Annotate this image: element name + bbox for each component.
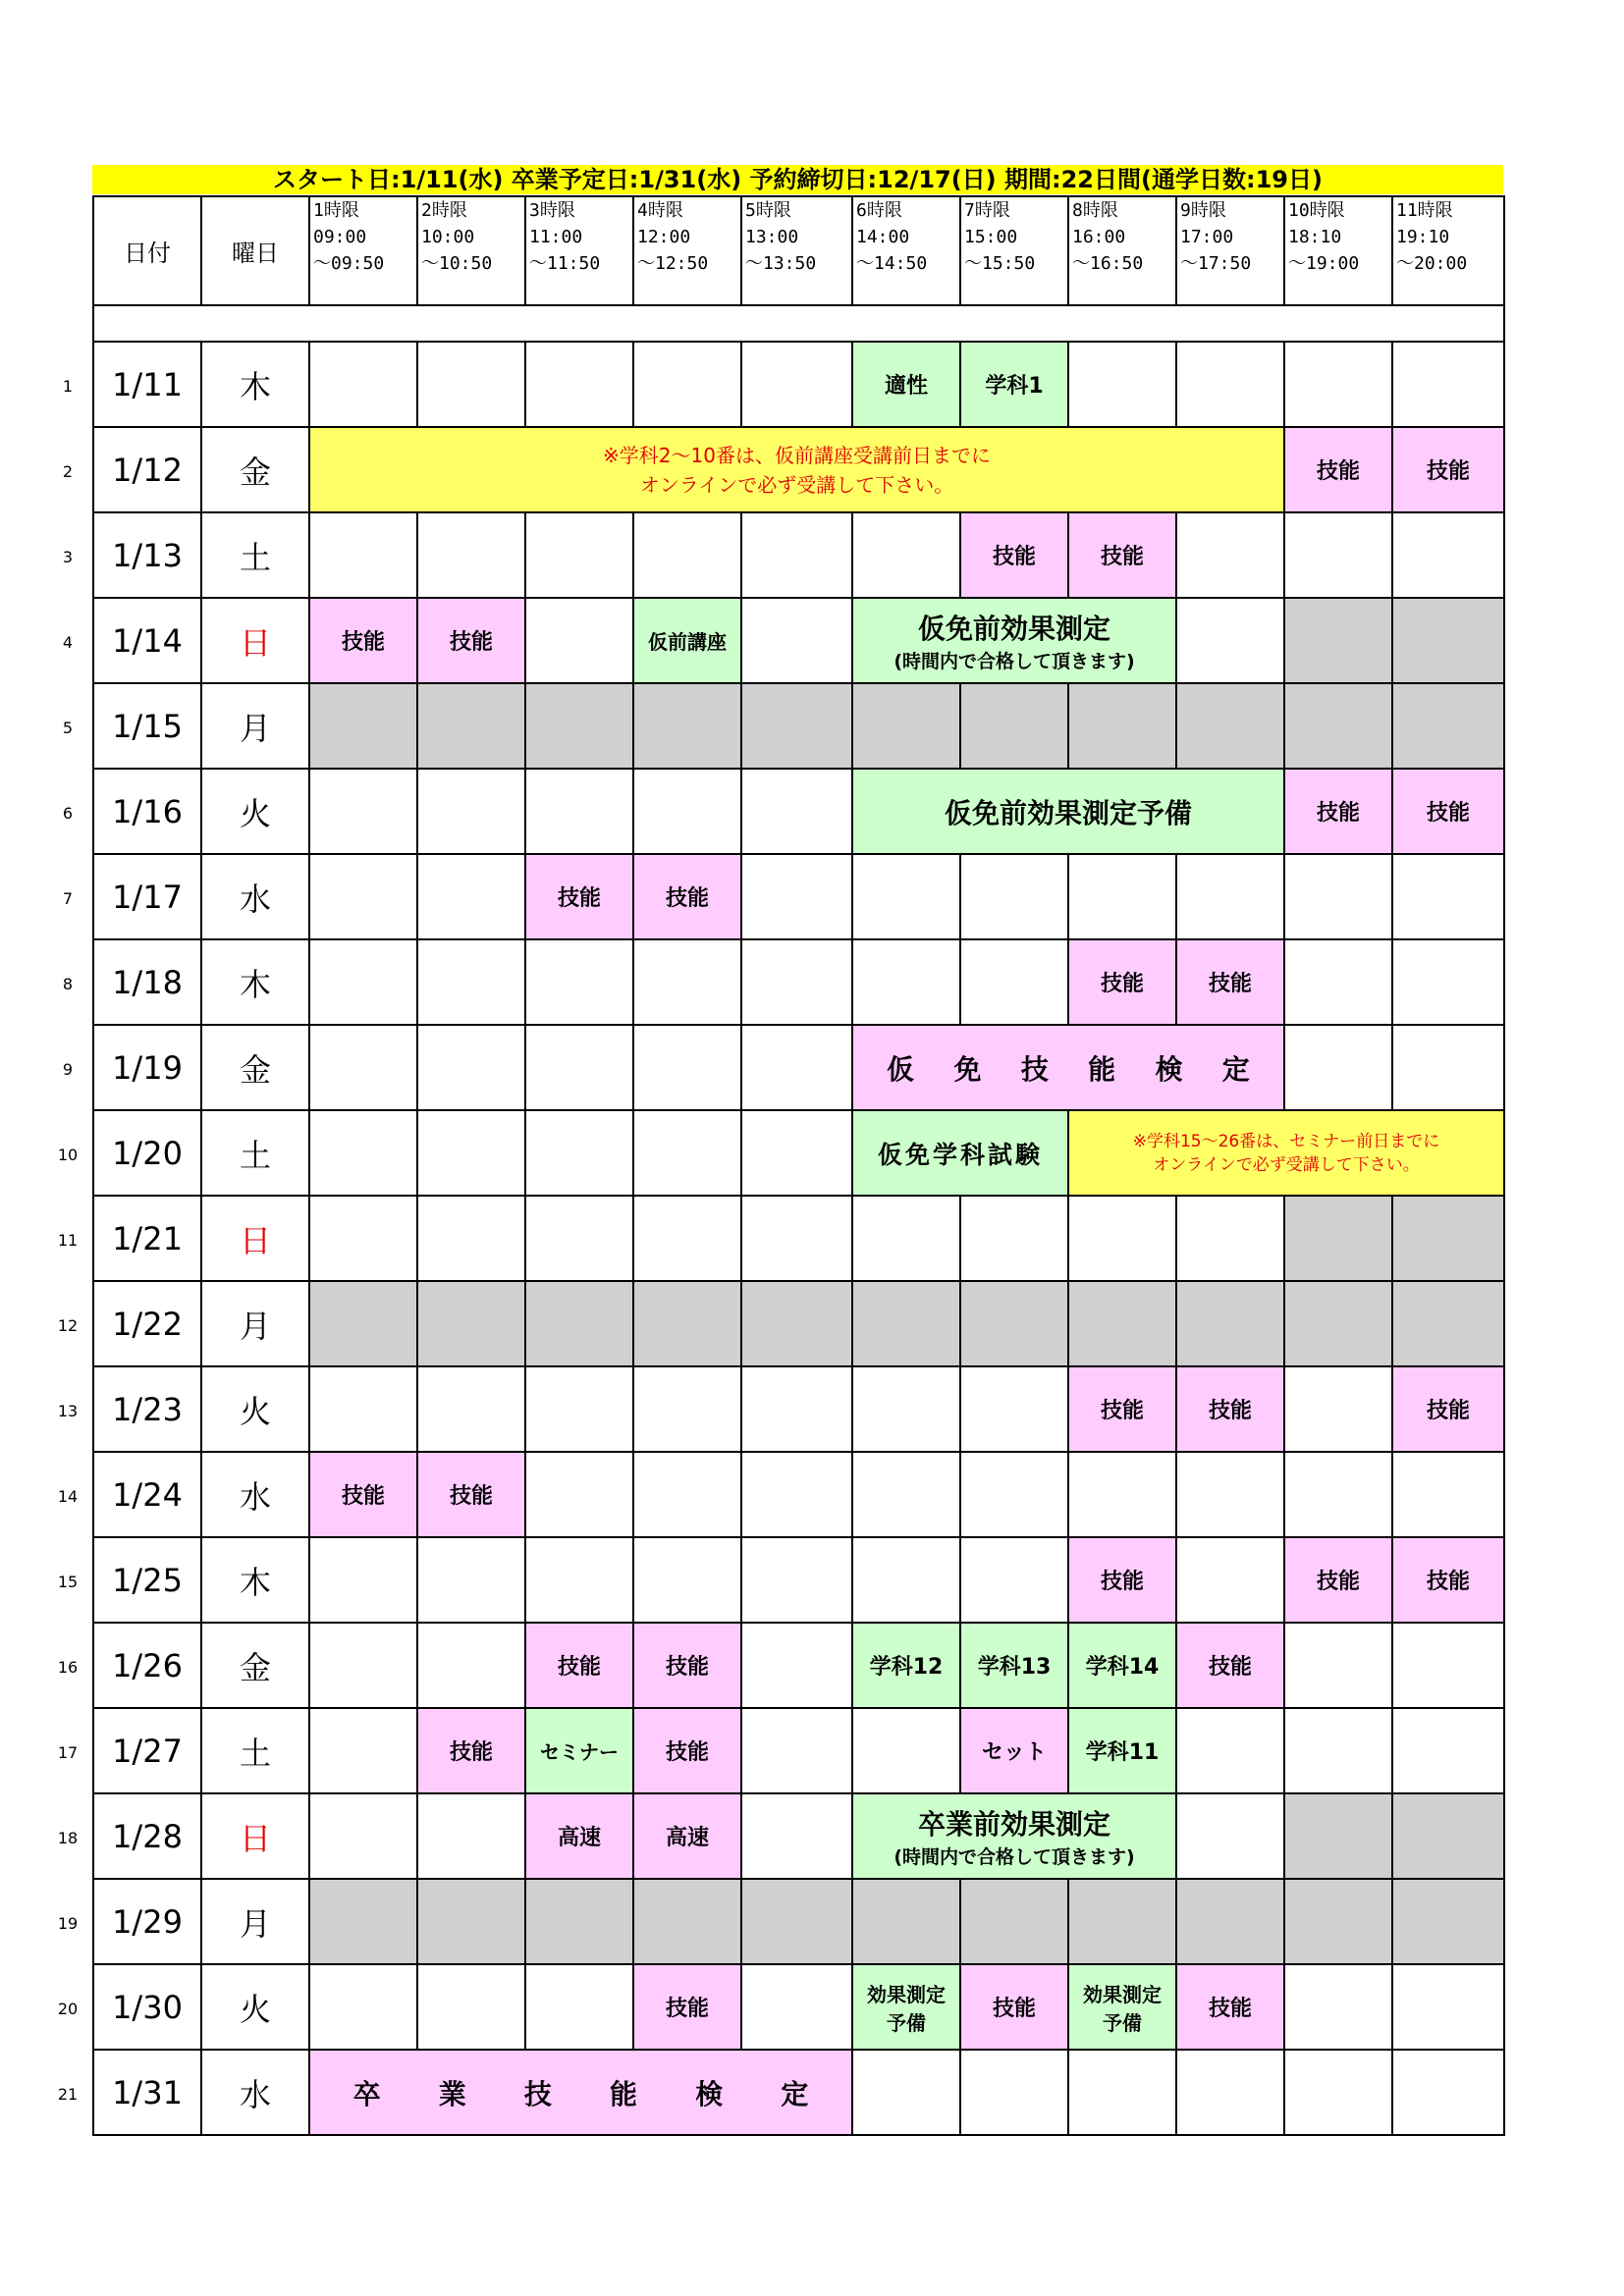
dow-cell: 水: [201, 2050, 309, 2135]
row-number: 3: [62, 548, 74, 566]
day-row: [93, 427, 1504, 512]
date-cell: 1/28: [93, 1793, 201, 1879]
period-header: 3時限 11:00 ～11:50: [525, 196, 633, 305]
provisional-skill-exam: 仮 免 技 能 検 定: [852, 1025, 1284, 1110]
date-cell: 1/26: [93, 1623, 201, 1708]
provisional-effect-test-reserve: 仮免前効果測定予備: [852, 769, 1284, 854]
date-cell: 1/30: [93, 1964, 201, 2050]
slot-skill: 技能: [960, 512, 1068, 598]
dow-cell: 月: [201, 683, 309, 769]
slot-skill: 技能: [1392, 769, 1504, 854]
online-notice: ※学科15～26番は、セミナー前日までに オンラインで必ず受講して下さい。: [1068, 1110, 1504, 1196]
provisional-effect-test: 仮免前効果測定 (時間内で合格して頂きます): [852, 598, 1176, 683]
slot-skill: 技能: [417, 1708, 525, 1793]
date-cell: 1/16: [93, 769, 201, 854]
row-number: 12: [57, 1316, 79, 1335]
slot-skill: 技能: [960, 1964, 1068, 2050]
date-cell: 1/19: [93, 1025, 201, 1110]
dow-cell: 火: [201, 1366, 309, 1452]
dow-cell: 木: [201, 1537, 309, 1623]
row-number: 6: [62, 804, 74, 823]
row-number: 1: [62, 377, 74, 396]
period-header: 8時限 16:00 ～16:50: [1068, 196, 1176, 305]
schedule-banner: スタート日:1/11(水) 卒業予定日:1/31(水) 予約締切日:12/17(日) 期間:22日間(通学日数:19日): [92, 165, 1503, 194]
day-row: [93, 512, 1504, 598]
slot-pre-lecture: 仮前講座: [633, 598, 741, 683]
date-cell: 1/20: [93, 1110, 201, 1196]
day-row: [93, 1879, 1504, 1964]
slot-aptitude: 適性: [852, 342, 960, 427]
period-header: 1時限 09:00 ～09:50: [309, 196, 417, 305]
slot-skill: 技能: [633, 1708, 741, 1793]
slot-set: セット: [960, 1708, 1068, 1793]
day-row: [93, 1708, 1504, 1793]
slot-skill: 技能: [633, 854, 741, 939]
period-header: 6時限 14:00 ～14:50: [852, 196, 960, 305]
day-row: [93, 854, 1504, 939]
slot-skill: 技能: [633, 1623, 741, 1708]
day-row: [93, 1281, 1504, 1366]
day-row: [93, 1196, 1504, 1281]
slot-lecture: 学科1: [960, 342, 1068, 427]
row-number: 4: [62, 633, 74, 652]
spacer-row: [93, 305, 1504, 342]
date-cell: 1/29: [93, 1879, 201, 1964]
slot-effect-test-reserve: 効果測定 予備: [852, 1964, 960, 2050]
slot-skill: 技能: [1068, 939, 1176, 1025]
slot-lecture: 学科12: [852, 1623, 960, 1708]
dow-cell: 木: [201, 939, 309, 1025]
graduation-effect-test: 卒業前効果測定 (時間内で合格して頂きます): [852, 1793, 1176, 1879]
slot-skill: 技能: [633, 1964, 741, 2050]
row-number: 7: [62, 889, 74, 908]
dow-cell: 日: [201, 1196, 309, 1281]
slot-skill: 技能: [417, 598, 525, 683]
slot-skill: 技能: [1284, 769, 1392, 854]
row-number: 15: [57, 1573, 79, 1591]
dow-cell: 土: [201, 1110, 309, 1196]
date-cell: 1/24: [93, 1452, 201, 1537]
day-row: [93, 939, 1504, 1025]
row-number: 2: [62, 462, 74, 481]
schedule-table: [92, 195, 1505, 2136]
dow-cell: 火: [201, 769, 309, 854]
dow-cell: 水: [201, 854, 309, 939]
dow-cell: 水: [201, 1452, 309, 1537]
date-cell: 1/22: [93, 1281, 201, 1366]
row-number: 5: [62, 719, 74, 737]
day-row: [93, 1110, 1504, 1196]
slot-skill: 技能: [1284, 1537, 1392, 1623]
day-row: [93, 769, 1504, 854]
dow-cell: 日: [201, 598, 309, 683]
period-header: 10時限 18:10 ～19:00: [1284, 196, 1392, 305]
slot-lecture: 学科13: [960, 1623, 1068, 1708]
date-header: 日付: [93, 196, 201, 305]
row-number: 10: [57, 1146, 79, 1164]
slot-skill: 技能: [1392, 1537, 1504, 1623]
date-cell: 1/14: [93, 598, 201, 683]
date-cell: 1/11: [93, 342, 201, 427]
period-header: 9時限 17:00 ～17:50: [1176, 196, 1284, 305]
row-number: 17: [57, 1743, 79, 1762]
row-number: 19: [57, 1914, 79, 1933]
dow-cell: 金: [201, 427, 309, 512]
dow-cell: 土: [201, 512, 309, 598]
dow-cell: 月: [201, 1281, 309, 1366]
day-row: [93, 1623, 1504, 1708]
slot-skill: 技能: [525, 854, 633, 939]
slot-skill: 技能: [525, 1623, 633, 1708]
row-number: 9: [62, 1060, 74, 1079]
row-number: 8: [62, 975, 74, 993]
online-notice: ※学科2～10番は、仮前講座受講前日までに オンラインで必ず受講して下さい。: [309, 427, 1284, 512]
slot-skill: 技能: [1068, 512, 1176, 598]
day-row: [93, 1452, 1504, 1537]
row-number: 11: [57, 1231, 79, 1250]
row-number: 21: [57, 2085, 79, 2104]
slot-skill: 技能: [1392, 1366, 1504, 1452]
slot-skill: 技能: [309, 1452, 417, 1537]
date-cell: 1/25: [93, 1537, 201, 1623]
slot-skill: 技能: [1176, 1366, 1284, 1452]
slot-lecture: 学科14: [1068, 1623, 1176, 1708]
slot-skill: 技能: [1392, 427, 1504, 512]
day-row: [93, 1366, 1504, 1452]
dow-cell: 日: [201, 1793, 309, 1879]
dow-cell: 金: [201, 1623, 309, 1708]
date-cell: 1/17: [93, 854, 201, 939]
slot-seminar: セミナー: [525, 1708, 633, 1793]
date-cell: 1/27: [93, 1708, 201, 1793]
graduation-skill-exam: 卒 業 技 能 検 定: [309, 2050, 852, 2135]
slot-skill: 技能: [1068, 1366, 1176, 1452]
slot-skill: 技能: [417, 1452, 525, 1537]
day-row: [93, 1793, 1504, 1879]
dow-cell: 土: [201, 1708, 309, 1793]
day-row: [93, 2050, 1504, 2135]
slot-skill: 技能: [309, 598, 417, 683]
day-row: [93, 683, 1504, 769]
date-cell: 1/13: [93, 512, 201, 598]
slot-skill: 技能: [1176, 1964, 1284, 2050]
date-cell: 1/15: [93, 683, 201, 769]
dow-cell: 月: [201, 1879, 309, 1964]
slot-highway: 高速: [633, 1793, 741, 1879]
provisional-written-exam: 仮免学科試験: [852, 1110, 1068, 1196]
row-number: 16: [57, 1658, 79, 1677]
row-number: 13: [57, 1402, 79, 1420]
dow-header: 曜日: [201, 196, 309, 305]
row-number: 14: [57, 1487, 79, 1506]
row-number: 20: [57, 2000, 79, 2018]
day-row: [93, 1537, 1504, 1623]
period-header: 5時限 13:00 ～13:50: [741, 196, 852, 305]
slot-effect-test-reserve: 効果測定 予備: [1068, 1964, 1176, 2050]
day-row: [93, 1025, 1504, 1110]
period-header: 7時限 15:00 ～15:50: [960, 196, 1068, 305]
day-row: [93, 342, 1504, 427]
date-cell: 1/18: [93, 939, 201, 1025]
period-header: 2時限 10:00 ～10:50: [417, 196, 525, 305]
day-row: [93, 1964, 1504, 2050]
slot-lecture: 学科11: [1068, 1708, 1176, 1793]
slot-highway: 高速: [525, 1793, 633, 1879]
date-cell: 1/31: [93, 2050, 201, 2135]
dow-cell: 木: [201, 342, 309, 427]
slot-skill: 技能: [1176, 1623, 1284, 1708]
date-cell: 1/21: [93, 1196, 201, 1281]
row-number: 18: [57, 1829, 79, 1847]
period-header: 11時限 19:10 ～20:00: [1392, 196, 1504, 305]
day-row: [93, 598, 1504, 683]
header-row: [93, 196, 1504, 305]
date-cell: 1/12: [93, 427, 201, 512]
slot-skill: 技能: [1176, 939, 1284, 1025]
slot-skill: 技能: [1068, 1537, 1176, 1623]
dow-cell: 金: [201, 1025, 309, 1110]
dow-cell: 火: [201, 1964, 309, 2050]
date-cell: 1/23: [93, 1366, 201, 1452]
slot-skill: 技能: [1284, 427, 1392, 512]
period-header: 4時限 12:00 ～12:50: [633, 196, 741, 305]
